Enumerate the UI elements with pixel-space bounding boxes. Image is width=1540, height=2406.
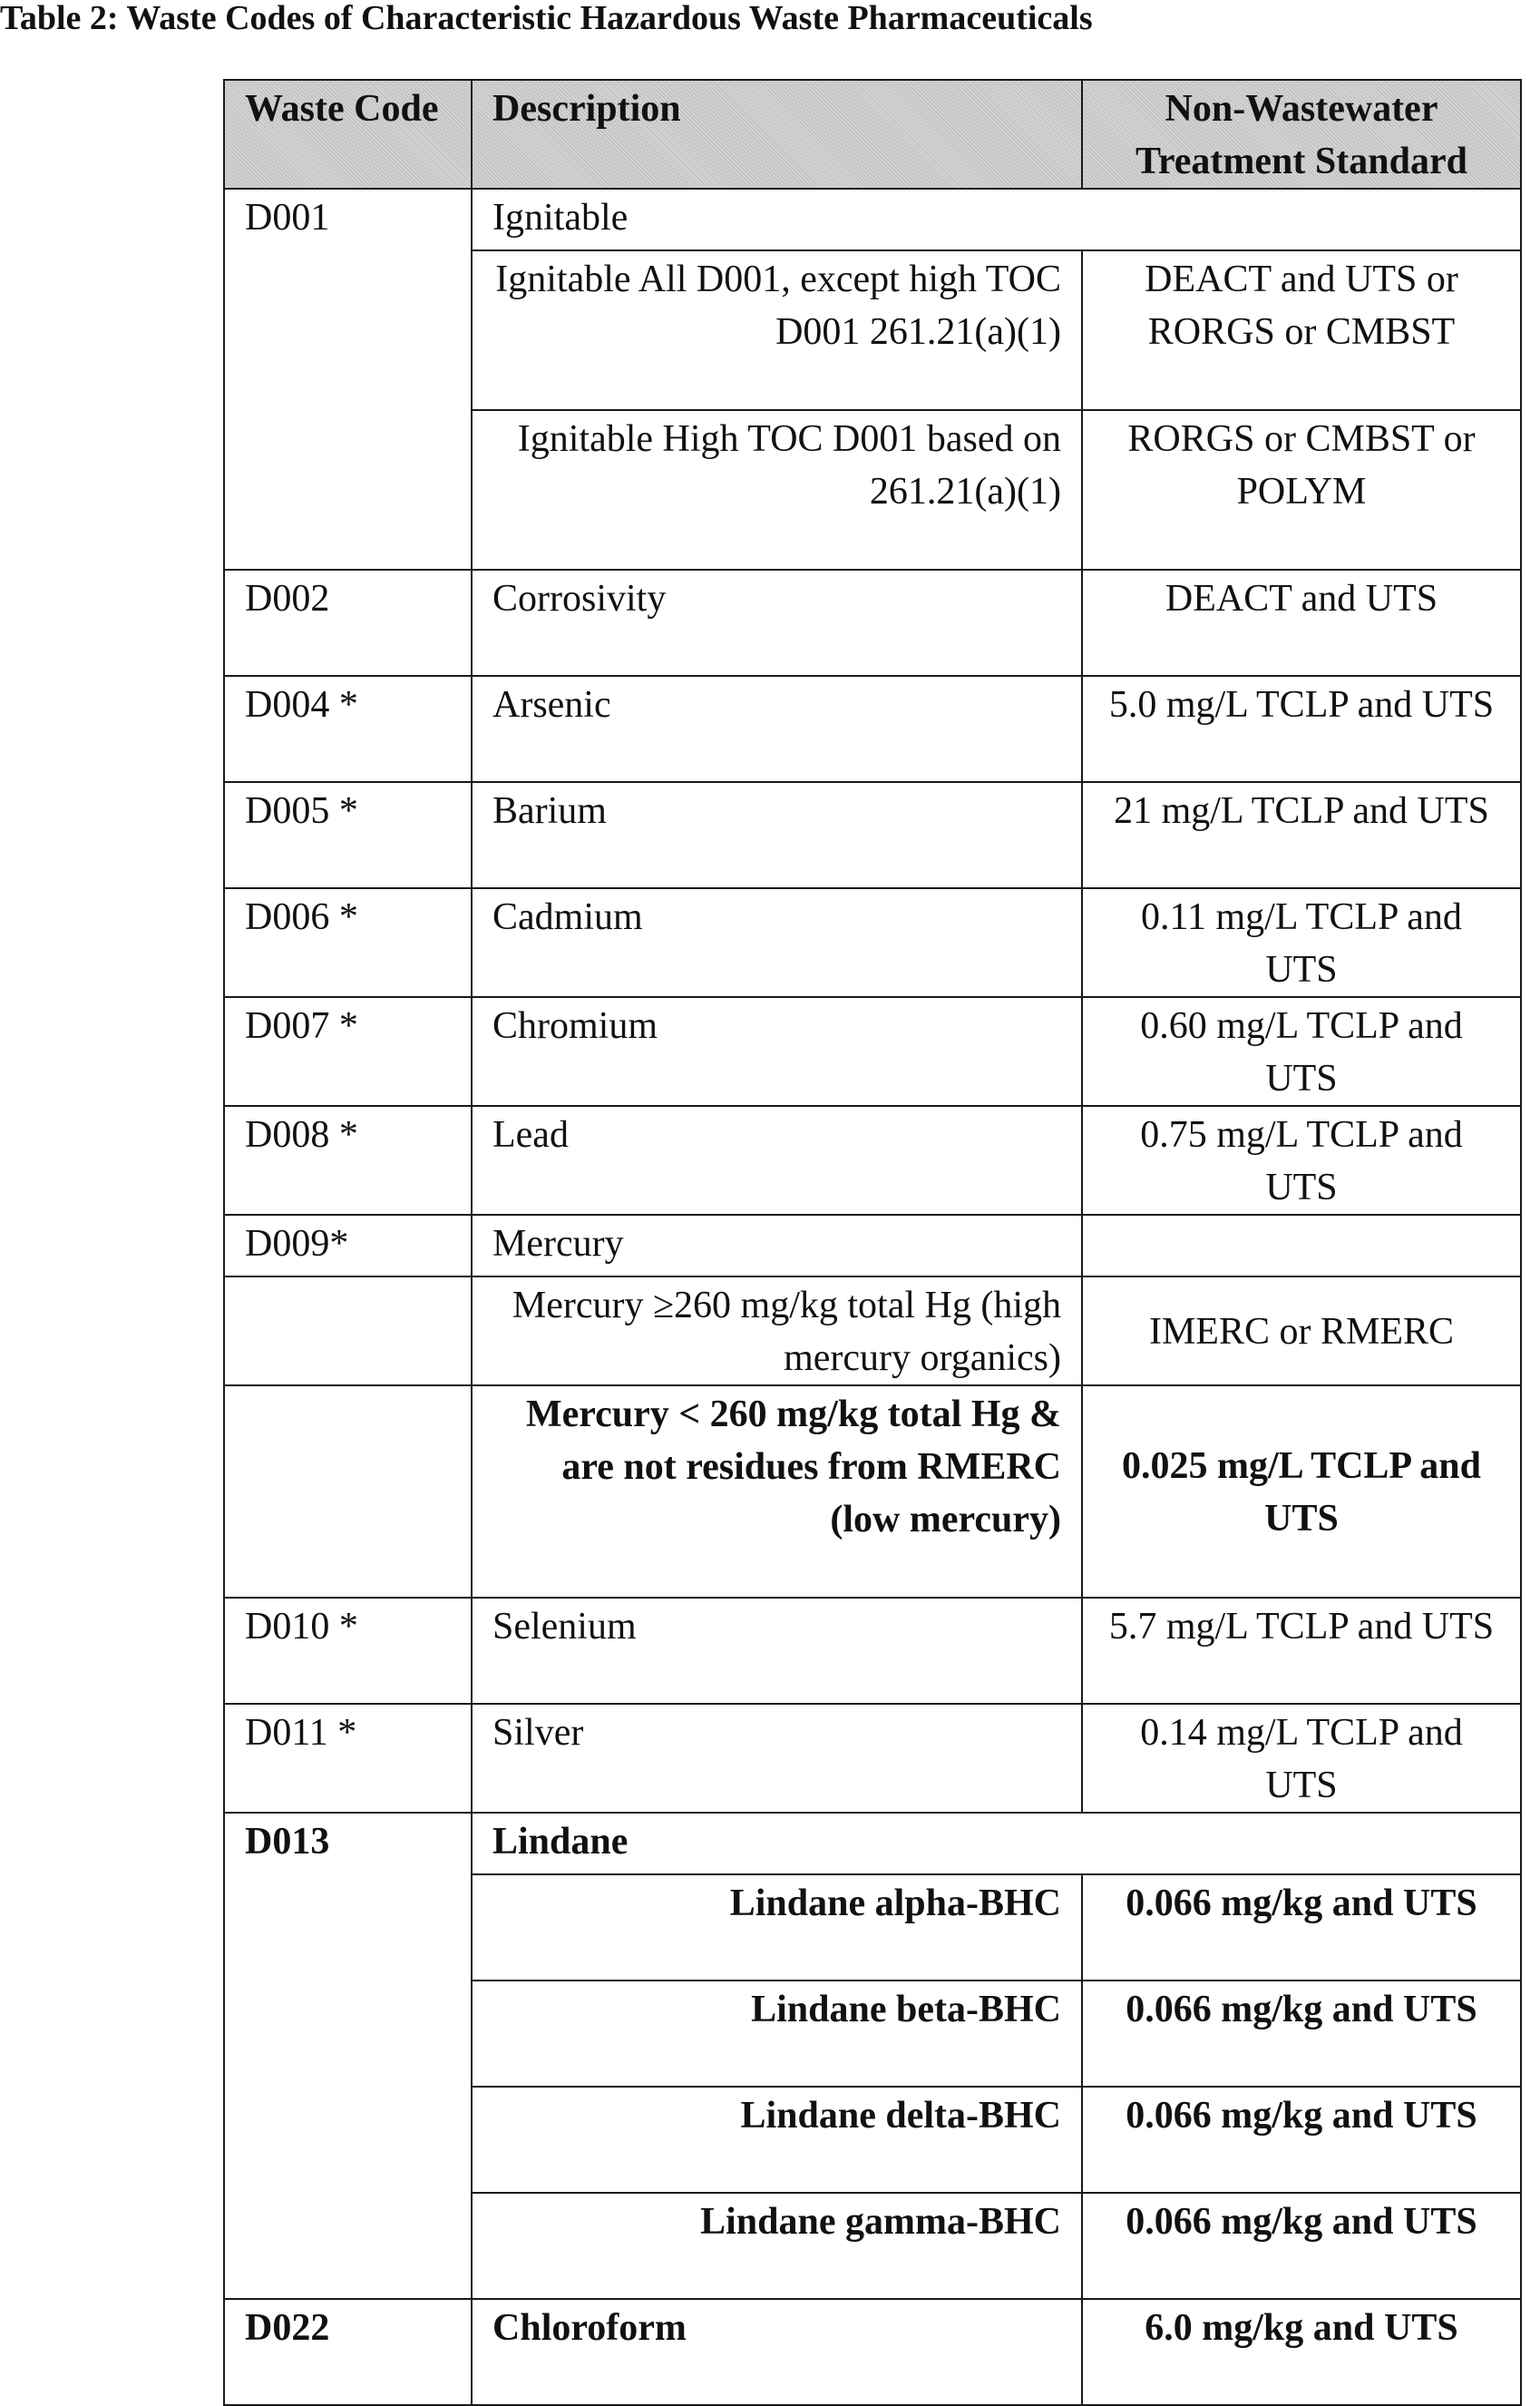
standard-cell: 0.11 mg/L TCLP and UTS: [1082, 888, 1521, 997]
table-title: Table 2: Waste Codes of Characteristic Hazardous Waste Pharmaceuticals: [0, 0, 1093, 37]
standard-cell: 21 mg/L TCLP and UTS: [1082, 782, 1521, 888]
standard-cell: 5.0 mg/L TCLP and UTS: [1082, 676, 1521, 782]
description-cell: Silver: [472, 1704, 1082, 1813]
standard-cell: RORGS or CMBST or POLYM: [1082, 410, 1521, 570]
description-cell: Ignitable All D001, except high TOC D001 261.21(a)(1): [472, 250, 1082, 410]
description-cell: Chromium: [472, 997, 1082, 1106]
description-cell: Lindane alpha-BHC: [472, 1874, 1082, 1981]
waste-codes-table: [223, 79, 1522, 2406]
table-row: [224, 570, 1521, 676]
description-cell: Corrosivity: [472, 570, 1082, 676]
description-cell: Arsenic: [472, 676, 1082, 782]
standard-cell: 0.14 mg/L TCLP and UTS: [1082, 1704, 1521, 1813]
table-row: [224, 997, 1521, 1106]
table-row: [224, 676, 1521, 782]
waste-code-cell: D013: [224, 1813, 472, 2299]
standard-cell: 0.025 mg/L TCLP and UTS: [1082, 1385, 1521, 1598]
waste-code-cell: D006 *: [224, 888, 472, 997]
waste-code-cell: D002: [224, 570, 472, 676]
table-header-row: [224, 80, 1521, 189]
table-row: [224, 888, 1521, 997]
description-cell: Ignitable: [472, 189, 1521, 250]
description-cell: Lead: [472, 1106, 1082, 1215]
waste-code-cell: D009*: [224, 1215, 472, 1276]
table-row: [224, 1106, 1521, 1215]
standard-cell: DEACT and UTS or RORGS or CMBST: [1082, 250, 1521, 410]
description-cell: Lindane gamma-BHC: [472, 2193, 1082, 2299]
description-cell: Chloroform: [472, 2299, 1082, 2405]
standard-cell: [1082, 1215, 1521, 1276]
table-row: [224, 1276, 1521, 1385]
table-row: [224, 1215, 1521, 1276]
standard-cell: 5.7 mg/L TCLP and UTS: [1082, 1598, 1521, 1704]
standard-cell: DEACT and UTS: [1082, 570, 1521, 676]
standard-cell: 0.066 mg/kg and UTS: [1082, 2193, 1521, 2299]
standard-cell: 0.75 mg/L TCLP and UTS: [1082, 1106, 1521, 1215]
table-row: [224, 1704, 1521, 1813]
waste-code-cell: [224, 1385, 472, 1598]
header-waste-code: Waste Code: [224, 80, 472, 189]
waste-code-cell: D011 *: [224, 1704, 472, 1813]
description-cell: Barium: [472, 782, 1082, 888]
header-treatment-standard: Non-Wastewater Treatment Standard: [1082, 80, 1521, 189]
description-cell: Mercury: [472, 1215, 1082, 1276]
description-cell: Mercury ≥260 mg/kg total Hg (high mercury organics): [472, 1276, 1082, 1385]
description-cell: Mercury < 260 mg/kg total Hg & are not residues from RMERC (low mercury): [472, 1385, 1082, 1598]
table-row: [224, 1598, 1521, 1704]
description-cell: Lindane beta-BHC: [472, 1981, 1082, 2087]
standard-cell: 6.0 mg/kg and UTS: [1082, 2299, 1521, 2405]
description-cell: Cadmium: [472, 888, 1082, 997]
table-row: [224, 1813, 1521, 1874]
table-row: [224, 189, 1521, 250]
waste-code-cell: [224, 1276, 472, 1385]
description-cell: Selenium: [472, 1598, 1082, 1704]
waste-code-cell: D004 *: [224, 676, 472, 782]
waste-code-cell: D008 *: [224, 1106, 472, 1215]
standard-cell: 0.066 mg/kg and UTS: [1082, 1981, 1521, 2087]
table-row: [224, 2299, 1521, 2405]
table-row: [224, 782, 1521, 888]
standard-cell: IMERC or RMERC: [1082, 1276, 1521, 1385]
standard-cell: 0.066 mg/kg and UTS: [1082, 2087, 1521, 2193]
waste-code-cell: D022: [224, 2299, 472, 2405]
standard-cell: 0.60 mg/L TCLP and UTS: [1082, 997, 1521, 1106]
description-cell: Ignitable High TOC D001 based on 261.21(a)(1): [472, 410, 1082, 570]
waste-code-cell: D005 *: [224, 782, 472, 888]
standard-cell: 0.066 mg/kg and UTS: [1082, 1874, 1521, 1981]
waste-code-cell: D010 *: [224, 1598, 472, 1704]
waste-code-cell: D001: [224, 189, 472, 570]
description-cell: Lindane delta-BHC: [472, 2087, 1082, 2193]
waste-code-cell: D007 *: [224, 997, 472, 1106]
header-description: Description: [472, 80, 1082, 189]
description-cell: Lindane: [472, 1813, 1521, 1874]
table-row: [224, 1385, 1521, 1598]
